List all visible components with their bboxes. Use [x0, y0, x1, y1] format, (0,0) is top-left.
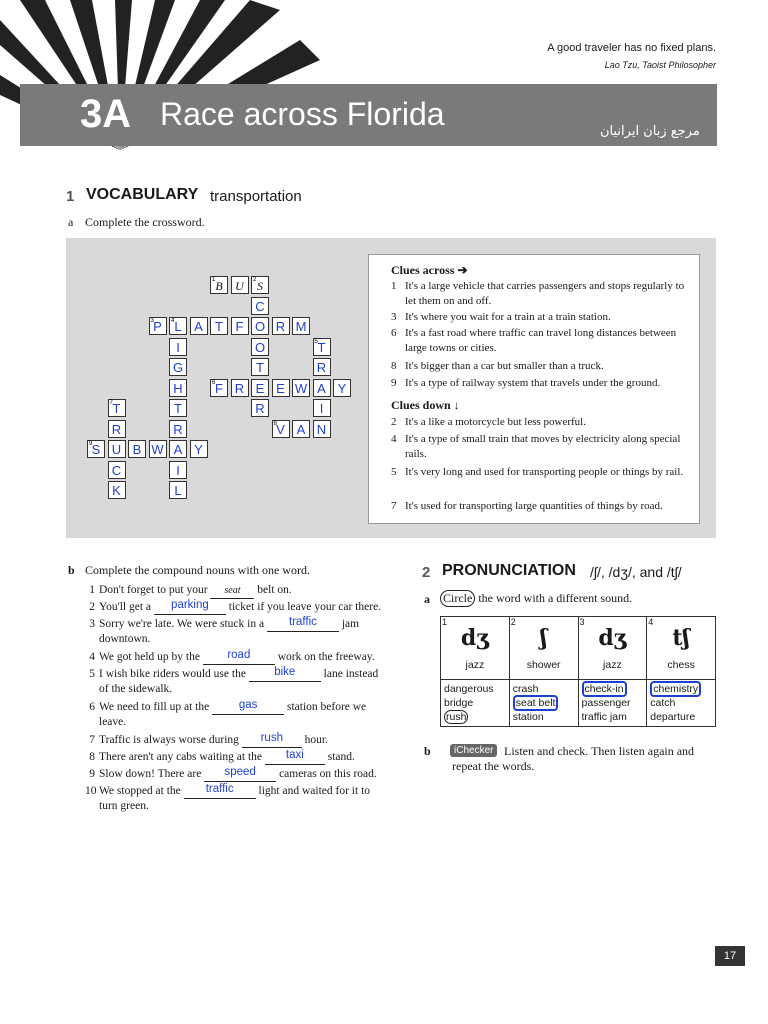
compound-item: [85, 767, 385, 782]
crossword-cell[interactable]: [169, 338, 187, 356]
crossword-cell[interactable]: [190, 440, 208, 458]
crossword-cell[interactable]: [210, 317, 228, 335]
pron-word[interactable]: dangerous: [444, 683, 494, 695]
word-cell: [647, 680, 716, 727]
crossword-cell[interactable]: [169, 379, 187, 397]
answer-text: traffic: [288, 616, 317, 628]
symbol-cell: [647, 617, 716, 680]
clue-text: It's where you wait for a train at a train station.: [405, 311, 611, 323]
answer-blank[interactable]: [249, 667, 321, 682]
crossword-cell[interactable]: [87, 440, 105, 458]
item-sentence: [99, 700, 385, 729]
clues-across-heading: Clues across ➔: [391, 263, 468, 277]
item-before: We need to fill up at the: [99, 701, 213, 713]
crossword-cell[interactable]: [313, 399, 331, 417]
item-after: cameras on this road.: [276, 768, 377, 780]
crossword-cell[interactable]: [210, 276, 228, 294]
answer-blank[interactable]: [210, 583, 254, 599]
cell-letter: R: [234, 380, 245, 396]
part-b-label: b: [68, 563, 75, 577]
item-sentence: [99, 583, 385, 599]
crossword-cell[interactable]: [190, 317, 208, 335]
cell-letter: O: [254, 319, 266, 334]
cell-letter: T: [215, 319, 223, 334]
crossword-cell[interactable]: [108, 481, 126, 499]
crossword-cell[interactable]: [251, 379, 269, 397]
clue-number: 1: [391, 280, 397, 292]
pron-word[interactable]: chemistry: [650, 682, 712, 696]
pron-word[interactable]: bridge: [444, 697, 474, 709]
crossword-cell[interactable]: [313, 379, 331, 397]
answer-blank[interactable]: [242, 733, 302, 748]
item-before: Slow down! There are: [99, 768, 205, 780]
clue-number: 3: [391, 311, 397, 323]
clue-down-5: [391, 465, 695, 480]
section1-title: VOCABULARY: [86, 186, 199, 203]
cell-letter: U: [235, 279, 244, 293]
phoneme-symbol: ʃ: [539, 625, 548, 651]
cell-letter: B: [132, 442, 142, 457]
cell-number: 8: [273, 420, 277, 427]
item-sentence: [99, 733, 385, 748]
item-after: hour.: [301, 734, 328, 746]
clue-down-2: [391, 415, 695, 430]
crossword-cell[interactable]: [149, 317, 167, 335]
crossword-cell[interactable]: [231, 379, 249, 397]
clue-number: 8: [391, 360, 397, 372]
crossword-cell[interactable]: [169, 420, 187, 438]
page-number: 17: [715, 946, 745, 966]
pron-word[interactable]: passenger: [581, 697, 631, 709]
item-sentence: [99, 600, 385, 615]
cell-letter: Y: [194, 442, 203, 457]
symbol-row: [441, 617, 716, 680]
cell-letter: W: [294, 380, 308, 396]
crossword-cell[interactable]: [169, 440, 187, 458]
cell-letter: I: [319, 401, 324, 416]
crossword-cell[interactable]: [210, 379, 228, 397]
pron-word[interactable]: check-in: [582, 682, 644, 696]
circle-word: Circle: [440, 590, 475, 607]
symbol-cell: [441, 617, 510, 680]
pron-word[interactable]: catch: [650, 697, 676, 709]
cell-letter: L: [174, 483, 182, 498]
cell-number: 2: [253, 277, 257, 283]
item-sentence: [99, 617, 385, 646]
cell-number: 7: [109, 400, 113, 406]
phoneme-symbol: dʒ: [460, 625, 489, 651]
crossword-cell[interactable]: [251, 317, 269, 335]
crossword-cell[interactable]: [292, 379, 310, 397]
cell-letter: S: [257, 279, 263, 293]
clue-text: It's a like a motorcycle but less powerful.: [405, 416, 586, 428]
crossword-cell[interactable]: [169, 399, 187, 417]
clues-down-heading: Clues down ↓: [391, 398, 460, 412]
cell-letter: L: [174, 319, 182, 334]
cell-letter: A: [296, 421, 306, 437]
item-number: 8: [89, 751, 95, 763]
cell-letter: C: [255, 298, 265, 314]
column-number: 2: [510, 617, 516, 627]
answer-blank[interactable]: [212, 700, 284, 715]
cell-letter: F: [215, 380, 223, 396]
answer-blank[interactable]: [184, 784, 256, 799]
item-number: 9: [89, 768, 95, 780]
crossword-cell[interactable]: [292, 420, 310, 438]
cell-letter: T: [256, 360, 264, 375]
cell-letter: P: [153, 319, 162, 334]
section1-subtitle: transportation: [210, 188, 302, 205]
pronunciation-table: [440, 616, 716, 727]
cell-letter: K: [112, 483, 121, 498]
ichecker-badge[interactable]: iChecker: [450, 744, 497, 757]
clue-text: It's a type of small train that moves by electricity along special rails.: [405, 433, 681, 460]
item-number: 6: [89, 701, 95, 713]
pron-word[interactable]: traffic jam: [581, 711, 627, 723]
cell-letter: R: [275, 319, 286, 334]
item-number: 10: [85, 785, 97, 797]
cell-letter: U: [111, 442, 122, 457]
pron-word[interactable]: station: [512, 711, 544, 723]
keyword: shower: [526, 659, 561, 671]
clue-number: 2: [391, 416, 397, 428]
part-a-label: a: [68, 215, 74, 229]
page-title: Race across Florida: [160, 96, 445, 132]
section2-title: PRONUNCIATION: [442, 562, 576, 579]
clue-down-4: [391, 432, 695, 462]
crossword-cell[interactable]: [169, 461, 187, 479]
cell-number: 9: [89, 441, 93, 447]
clues-box: [368, 254, 700, 524]
crossword-cell[interactable]: [333, 379, 351, 397]
cell-number: 6: [212, 379, 216, 386]
cell-letter: R: [173, 421, 183, 437]
clue-number: 5: [391, 466, 397, 478]
crossword-cell[interactable]: [251, 399, 269, 417]
crossword-cell[interactable]: [272, 379, 290, 397]
word-cell: [441, 680, 510, 727]
part-b-instruction: Complete the compound nouns with one word.: [85, 563, 310, 577]
column-number: 4: [648, 617, 654, 627]
instruction-rest: the word with a different sound.: [478, 591, 633, 605]
pron-word[interactable]: departure: [650, 711, 696, 723]
symbol-cell: [509, 617, 578, 680]
item-after: jam downtown.: [99, 618, 360, 645]
phoneme-symbol: tʃ: [672, 625, 690, 651]
clue-text: It's a large vehicle that carries passengers and stops regularly to let them on and off.: [405, 280, 685, 307]
cell-letter: A: [173, 442, 183, 457]
cell-letter: W: [151, 442, 164, 457]
clue-number: 4: [391, 433, 397, 445]
cell-letter: C: [111, 462, 122, 478]
quote-text: A good traveler has no fixed plans.: [547, 42, 716, 54]
clue-number: 7: [391, 500, 397, 512]
compound-item: [85, 583, 385, 599]
cell-letter: T: [317, 339, 326, 355]
cell-letter: G: [172, 360, 184, 375]
answer-text: parking: [171, 599, 209, 611]
crossword-cell[interactable]: [251, 358, 269, 376]
section2-number: 2: [422, 564, 431, 581]
answer-text: traffic: [205, 783, 234, 795]
clue-down-7: [391, 499, 695, 514]
clue-text: It's bigger than a car but smaller than a truck.: [405, 360, 604, 372]
cell-number: 5: [314, 338, 318, 345]
section2-part-a-label: a: [424, 592, 430, 606]
item-after: belt on.: [254, 584, 292, 596]
quote-author: Lao Tzu, Taoist Philosopher: [604, 60, 716, 70]
cell-letter: S: [91, 442, 101, 457]
item-before: I wish bike riders would use the: [99, 668, 249, 680]
pron-word[interactable]: rush: [446, 711, 467, 723]
item-after: station before we leave.: [99, 701, 367, 728]
item-number: 1: [89, 584, 95, 596]
word-cell: [578, 680, 647, 727]
item-before: We got held up by the: [99, 651, 203, 663]
cell-letter: A: [194, 319, 203, 334]
keyword: jazz: [603, 659, 622, 671]
crossword-cell[interactable]: [231, 276, 249, 294]
item-before: We stopped at the: [99, 785, 184, 797]
section2-part-b-text: Listen and check. Then listen again and repeat the words.: [452, 744, 695, 773]
crossword-cell[interactable]: [108, 440, 126, 458]
item-number: 7: [89, 734, 95, 746]
persian-tag: مرجع زبان ایرانیان: [600, 124, 700, 139]
cell-letter: E: [276, 380, 285, 396]
symbol-cell: [578, 617, 647, 680]
cell-number: 1: [212, 277, 216, 283]
crossword-cell[interactable]: [272, 420, 290, 438]
answer-blank[interactable]: [204, 767, 276, 782]
cell-letter: R: [316, 360, 327, 375]
cell-letter: I: [176, 339, 180, 355]
word-row: [441, 680, 716, 727]
item-after: work on the freeway.: [274, 651, 375, 663]
item-sentence: [99, 767, 385, 782]
cell-letter: V: [276, 421, 285, 437]
part-a-instruction: Complete the crossword.: [85, 215, 205, 229]
answer-text: speed: [224, 766, 256, 778]
cell-letter: M: [295, 319, 307, 334]
crossword-cell[interactable]: [251, 276, 269, 294]
compound-item: [85, 650, 385, 665]
crossword-cell[interactable]: [313, 338, 331, 356]
item-before: You'll get a: [99, 601, 154, 613]
answer-text: road: [227, 649, 251, 661]
column-number: 1: [442, 617, 448, 627]
crossword-cell[interactable]: [231, 317, 249, 335]
cell-letter: I: [176, 462, 180, 478]
compound-item: [85, 700, 385, 729]
clue-text: It's a fast road where traffic can travel long distances between large towns or cities.: [405, 327, 677, 354]
lesson-number: 3A: [80, 92, 132, 136]
item-number: 4: [89, 651, 95, 663]
keyword: jazz: [465, 659, 485, 671]
crossword-cell[interactable]: [251, 338, 269, 356]
compound-item: [85, 600, 385, 615]
cell-number: 4: [171, 318, 175, 324]
item-after: lane instead of the sidewalk.: [99, 668, 379, 695]
crossword-cell[interactable]: [108, 461, 126, 479]
compound-item: [85, 750, 385, 765]
cell-letter: T: [112, 401, 121, 416]
clue-text: It's a type of railway system that travels under the ground.: [405, 377, 661, 389]
compound-item: [85, 667, 385, 696]
item-sentence: [99, 750, 385, 765]
cell-letter: R: [255, 401, 265, 416]
compound-item: [85, 733, 385, 748]
item-number: 2: [89, 601, 95, 613]
clue-across-8: [391, 359, 695, 374]
column-number: 3: [579, 617, 585, 627]
item-number: 5: [89, 668, 95, 680]
item-number: 3: [89, 618, 95, 630]
keyword: chess: [667, 659, 695, 671]
crossword-cell[interactable]: [128, 440, 146, 458]
clue-across-9: [391, 376, 695, 391]
section2-subtitle: /ʃ/, /dʒ/, and /tʃ/: [590, 564, 682, 580]
clue-number: 6: [391, 327, 397, 339]
section1-number: 1: [66, 188, 75, 205]
cell-letter: B: [215, 279, 223, 293]
section2-part-b-label: b: [424, 744, 431, 758]
item-sentence: [99, 667, 385, 696]
crossword-cell[interactable]: [108, 399, 126, 417]
cell-letter: E: [255, 380, 265, 396]
compound-item: [85, 617, 385, 646]
cell-letter: H: [173, 380, 183, 396]
answer-blank[interactable]: [154, 600, 226, 615]
item-sentence: [99, 784, 385, 813]
answer-text: rush: [260, 732, 283, 744]
clue-across-1: [391, 279, 695, 309]
crossword-cell[interactable]: [169, 481, 187, 499]
crossword-cell[interactable]: [313, 420, 331, 438]
crossword-cell[interactable]: [169, 358, 187, 376]
crossword-cell[interactable]: [272, 317, 290, 335]
cell-letter: Y: [337, 380, 347, 396]
item-before: Don't forget to put your: [99, 584, 211, 596]
cell-letter: F: [235, 319, 244, 334]
answer-text: seat: [224, 585, 241, 596]
clue-number: 9: [391, 377, 397, 389]
answer-blank[interactable]: [203, 650, 275, 665]
section2-part-a-instruction: [440, 590, 632, 607]
answer-blank[interactable]: [267, 617, 339, 632]
cell-letter: O: [254, 339, 266, 355]
item-before: There aren't any cabs waiting at the: [99, 751, 265, 763]
crossword-cell[interactable]: [149, 440, 167, 458]
answer-text: gas: [238, 699, 258, 711]
answer-text: taxi: [285, 749, 304, 761]
crossword-cell[interactable]: [251, 297, 269, 315]
pron-word[interactable]: seat belt: [513, 696, 575, 710]
item-before: Sorry we're late. We were stuck in a: [99, 618, 267, 630]
word-cell: [509, 680, 578, 727]
clue-text: It's used for transporting large quantities of things by road.: [405, 500, 663, 512]
cell-number: 3: [150, 318, 154, 324]
item-after: light and waited for it to turn green.: [99, 785, 371, 812]
clue-text: It's very long and used for transporting people or things by rail.: [405, 466, 684, 478]
cell-letter: N: [316, 421, 327, 437]
crossword-cell[interactable]: [313, 358, 331, 376]
cell-letter: R: [111, 421, 122, 437]
clue-across-6: [391, 326, 695, 356]
item-after: ticket if you leave your car there.: [225, 601, 382, 613]
clue-across-3: [391, 310, 695, 325]
crossword-cell[interactable]: [292, 317, 310, 335]
crossword-cell[interactable]: [169, 317, 187, 335]
answer-blank[interactable]: [265, 750, 325, 765]
item-after: stand.: [324, 751, 355, 763]
crossword-cell[interactable]: [108, 420, 126, 438]
item-before: Traffic is always worse during: [99, 734, 242, 746]
compound-item: [85, 784, 385, 813]
answer-text: bike: [274, 666, 296, 678]
cell-letter: A: [317, 380, 326, 396]
pron-word[interactable]: crash: [512, 683, 539, 695]
phoneme-symbol: dʒ: [598, 625, 627, 651]
cell-letter: T: [174, 401, 182, 416]
item-sentence: [99, 650, 385, 665]
